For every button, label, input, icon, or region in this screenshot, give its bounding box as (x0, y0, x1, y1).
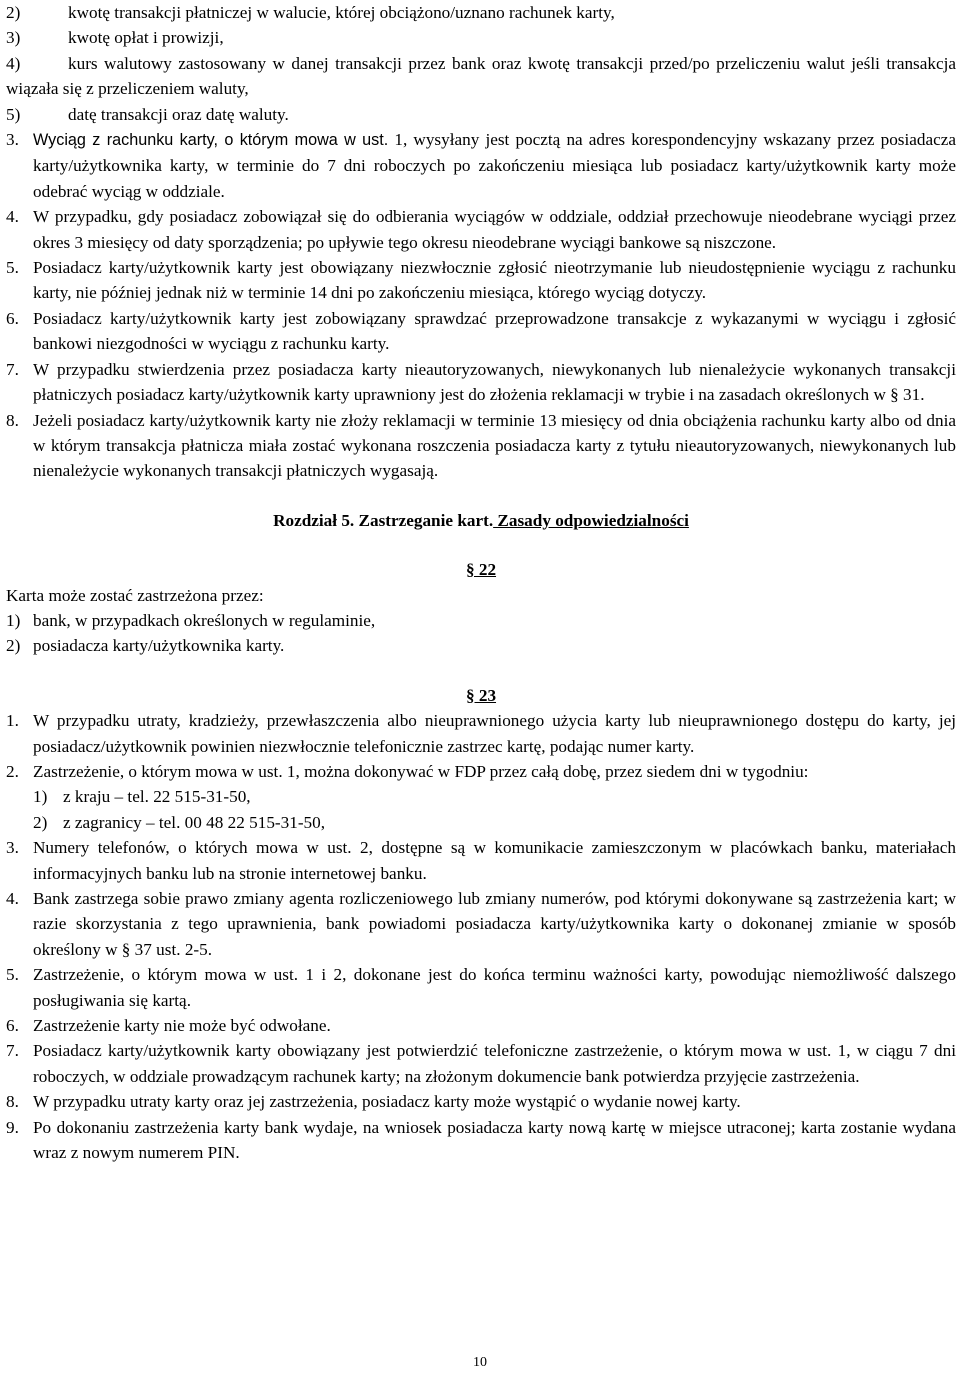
point-number: 3. (6, 130, 19, 150)
point-number: 3. (6, 838, 19, 858)
point-number: 7. (6, 359, 19, 379)
list-item-number: 2) (6, 3, 21, 22)
point-item (6, 1089, 956, 1114)
point-item (6, 1038, 956, 1089)
point-text: W przypadku utraty karty oraz jej zastrzeżenia, posiadacz karty może wystąpić o wydanie nowej karty. (33, 1092, 741, 1112)
point-number: 5. (6, 965, 19, 985)
list-item-text: posiadacza karty/użytkownika karty. (33, 636, 285, 656)
chapter-title-part1: Rozdział 5. Zastrzeganie kart. (273, 510, 494, 530)
point-text: Posiadacz karty/użytkownik karty obowiązany jest potwierdzić telefoniczne zastrzeżenie, o którym mowa w ust. 1, w ciągu 7 dni roboczych, w oddziale prowadzącym rachunek karty; na złożonym dokumencie bank potwierdza przyjęcie zastrzeżenia. (33, 1041, 956, 1086)
page-number: 10 (473, 1355, 487, 1370)
point-text: W przypadku stwierdzenia przez posiadacza karty nieautoryzowanych, niewykonanych lub nienależycie wykonanych transakcji płatniczych posiadacz karty/użytkownik karty uprawniony jest do złożenia reklamacji w trybie i na zasadach określonych w § 31. (33, 359, 956, 405)
point-number: 8. (6, 410, 19, 430)
point-text: 1, wysyłany jest pocztą na adres korespondencyjny wskazany przez posiadacza karty/użytkownika karty, w terminie do 7 dni roboczych po zakończeniu miesiąca lub posiadacz karty/użytkownik karty może odebrać wyciąg w oddziale. (33, 130, 956, 201)
point-text: Jeżeli posiadacz karty/użytkownik karty nie złoży reklamacji w terminie 13 miesięcy od dnia obciążenia rachunku karty albo od dnia w którym transakcja płatnicza miała zostać wykonana roszczenia posiadacza karty z tytułu nieautoryzowanych, niewykonanych lub nienależycie wykonanych transakcji płatniczych wygasają. (33, 410, 956, 481)
point-number: 5. (6, 258, 19, 278)
point-item (6, 204, 956, 255)
list-item (6, 51, 956, 102)
point-lead-text: Wyciąg z rachunku karty, o którym mowa w ust. (33, 131, 389, 150)
point-text: Po dokonaniu zastrzeżenia karty bank wydaje, na wniosek posiadacza karty nową kartę w miejsce utraconej; karta zostanie wydana wraz z nowym numerem PIN. (33, 1117, 956, 1163)
list-item-number: 1) (6, 610, 21, 630)
chapter-heading (6, 508, 956, 533)
point-item (6, 255, 956, 306)
list-item-text: bank, w przypadkach określonych w regulaminie, (33, 610, 376, 630)
point-number: 6. (6, 1016, 19, 1036)
point-number: 7. (6, 1041, 19, 1061)
point-text: Zastrzeżenie, o którym mowa w ust. 1, można dokonywać w FDP przez całą dobę, przez siedem dni w tygodniu: (33, 761, 809, 781)
list-item-number: 3) (6, 28, 21, 48)
point-number: 6. (6, 308, 19, 328)
point-text: Bank zastrzega sobie prawo zmiany agenta rozliczeniowego lub zmiany numerów, pod którymi dokonywane są zastrzeżenia kart; w razie skorzystania z tego uprawnienia, bank powiadomi posiadacza karty/użytkownika karty o dokonanej zmianie w sposób określony w § 37 ust. 2-5. (33, 889, 956, 959)
list-item-text: kwotę transakcji płatniczej w walucie, której obciążono/uznano rachunek karty, (68, 3, 615, 22)
point-text: Numery telefonów, o których mowa w ust. 2, dostępne są w komunikacie zamieszczonym w placówkach banku, materiałach informacyjnych banku lub na stronie internetowej banku. (33, 838, 956, 883)
list-item-text: kwotę opłat i prowizji, (68, 28, 224, 48)
list-item (6, 0, 956, 25)
point-item (6, 886, 956, 962)
point-number: 4. (6, 207, 19, 227)
point-text: W przypadku, gdy posiadacz zobowiązał się do odbierania wyciągów w oddziale, oddział przechowuje nieodebrane wyciągi przez okres 3 miesięcy od daty sporządzenia; po upływie tego okresu nieodebrane wyciągi bankowe są niszczone. (33, 207, 956, 252)
list-item-number: 4) (6, 53, 21, 73)
point-item (6, 1013, 956, 1038)
list-item (6, 633, 956, 658)
point-number: 4. (6, 889, 19, 908)
point-item (6, 306, 956, 357)
point-item (6, 408, 956, 484)
list-item-text: kurs walutowy zastosowany w danej transakcji przez bank oraz kwotę transakcji przed/po przeliczeniu walut jeśli transakcja wiązała się z przeliczeniem waluty, (6, 53, 956, 99)
point-number: 8. (6, 1092, 19, 1112)
sub-item-text: z zagranicy – tel. 00 48 22 515-31-50, (63, 812, 326, 832)
point-item (6, 1115, 956, 1166)
continuation-list (6, 0, 956, 127)
point-text: Zastrzeżenie, o którym mowa w ust. 1 i 2, dokonane jest do końca terminu ważności karty, powodując niemożliwość dalszego posługiwania się kartą. (33, 965, 956, 1010)
sub-item-number: 2) (33, 812, 48, 832)
point-text: W przypadku utraty, kradzieży, przewłaszczenia albo nieuprawnionego użycia karty lub nieuprawnionego dostępu do karty, jej posiadacz/użytkownik powinien niezwłocznie telefonicznie zastrzec kartę, podając numer karty. (33, 711, 956, 756)
point-item (6, 127, 956, 204)
sub-item (6, 810, 956, 835)
list-item (6, 102, 956, 127)
statement-points (6, 127, 956, 484)
point-text: Posiadacz karty/użytkownik karty jest obowiązany niezwłocznie zgłosić nieotrzymanie lub nieudostępnienie wyciągu z rachunku karty, nie później jednak niż w terminie 14 dni po zakończeniu miesiąca, którego wyciąg dotyczy. (33, 258, 956, 303)
point-number: 1. (6, 711, 19, 731)
list-item (6, 25, 956, 50)
point-text: Zastrzeżenie karty nie może być odwołane. (33, 1016, 331, 1036)
section-sign-23: § 23 (465, 685, 497, 705)
sub-item (6, 784, 956, 809)
list-item-number: 5) (6, 104, 21, 124)
point-number: 2. (6, 761, 19, 781)
sub-item-text: z kraju – tel. 22 515-31-50, (63, 787, 251, 807)
list-item (6, 608, 956, 633)
section-22-intro: Karta może zostać zastrzeżona przez: (6, 585, 264, 605)
point-item (6, 708, 956, 759)
point-item (6, 835, 956, 886)
chapter-title-part2: Zasady odpowiedzialności (493, 510, 689, 530)
list-item-text: datę transakcji oraz datę waluty. (68, 104, 289, 124)
section-sign-22: § 22 (465, 560, 497, 580)
sub-item-number: 1) (33, 787, 48, 807)
point-text: Posiadacz karty/użytkownik karty jest zobowiązany sprawdzać przeprowadzone transakcje z wykazanymi w wyciągu i zgłosić bankowi niezgodności w wyciągu z rachunku karty. (33, 308, 956, 354)
point-item (6, 962, 956, 1013)
list-item-number: 2) (6, 636, 21, 656)
point-item (6, 759, 956, 784)
document-page (6, 0, 956, 1165)
point-number: 9. (6, 1117, 19, 1137)
point-item (6, 357, 956, 408)
